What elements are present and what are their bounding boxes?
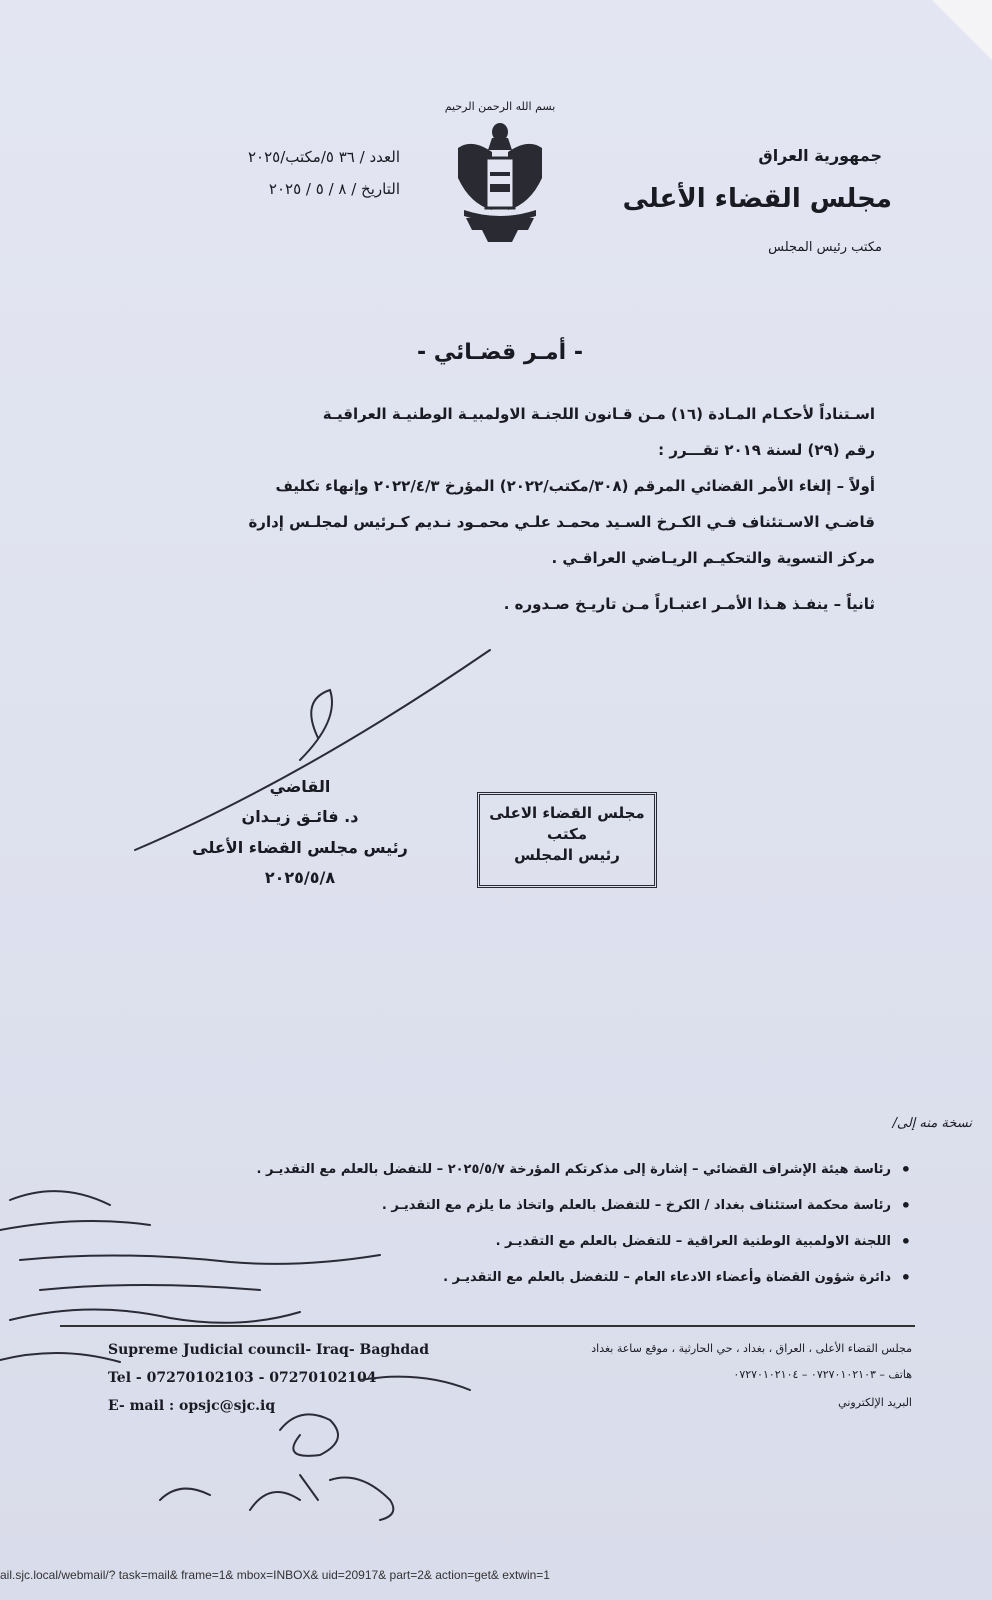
cc-item: • اللجنة الاولمبية الوطنية العراقية – للتفضل بالعلم مع التقديـر . (180, 1224, 915, 1260)
footer-divider (60, 1325, 915, 1327)
office-name: مكتب رئيس المجلس (768, 240, 882, 255)
footer-email-label: البريد الإلكتروني (838, 1396, 912, 1409)
cc-item: • رئاسة محكمة استئناف بغداد / الكرخ – للتفضل بالعلم واتخاذ ما يلزم مع التقديـر . (180, 1188, 915, 1224)
stamp-line-2: مكتب (546, 825, 587, 843)
footer-email-en: E- mail : opsjc@sjc.iq (108, 1398, 276, 1414)
page-fold-corner (932, 0, 992, 60)
body-paragraph-2-end: مركز التسوية والتحكيـم الريـاضي العراقـي . (551, 549, 875, 567)
republic-name: جمهورية العراق (758, 146, 882, 165)
body-paragraph-3: ثانياً – ينفـذ هـذا الأمـر اعتبـاراً مـن تاريـخ صـدوره . (503, 595, 875, 613)
reference-date: التاريخ / ٨ / ٥ / ٢٠٢٥ (268, 180, 400, 198)
body-paragraph-1-cont: رقم (٢٩) لسنة ٢٠١٩ تقـــرر : (658, 441, 875, 459)
reference-number: العدد / ٣٦ ٥/مكتب/٢٠٢٥ (247, 148, 400, 166)
cc-heading: نسخة منه إلى/ (892, 1116, 972, 1131)
footer-tel-en: Tel - 07270102103 - 07270102104 (108, 1370, 377, 1386)
office-stamp (477, 792, 657, 888)
signatory-title: رئيس مجلس القضاء الأعلى (192, 837, 408, 857)
signatory-name: د. فائـق زيـدان (241, 807, 359, 827)
cc-item: • دائرة شؤون القضاة وأعضاء الادعاء العام – للتفضل بالعلم مع التقديـر . (180, 1260, 915, 1296)
body-paragraph-2-cont: قاضـي الاسـتئناف فـي الكـرخ السـيد محمـد علـي محمـود نـديم كـرئيس لمجلـس إدارة (248, 513, 875, 531)
stamp-line-3: رئيس المجلس (514, 846, 620, 864)
webmail-url-bar: ail.sjc.local/webmail/? task=mail& frame=1& mbox=INBOX& uid=20917& part=2& action=get& extwin=1 (0, 1568, 550, 1582)
footer-council-en: Supreme Judicial council- Iraq- Baghdad (108, 1342, 430, 1358)
footer-address: مجلس القضاء الأعلى ، العراق ، بغداد ، حي الحارثية ، موقع ساعة بغداد (591, 1342, 912, 1355)
body-paragraph-1: اسـتناداً لأحكـام المـادة (١٦) مـن قـانون اللجنـة الاولمبيـة الوطنيـة العراقيـة (322, 405, 875, 423)
cc-list (180, 1152, 915, 1296)
cc-item: • رئاسة هيئة الإشراف القضائي – إشارة إلى مذكرتكم المؤرخة ٢٠٢٥/٥/٧ – للتفضل بالعلم مع التقديـر . (180, 1152, 915, 1188)
body-paragraph-2: أولاً – إلغاء الأمر القضائي المرقم (٣٠٨/مكتب/٢٠٢٢) المؤرخ ٢٠٢٢/٤/٣ وإنهاء تكليف (275, 477, 875, 495)
signatory-role: القاضي (269, 777, 331, 796)
iraq-eagle-emblem-icon (452, 118, 548, 248)
council-name: مجلس القضاء الأعلى (622, 184, 892, 214)
basmala: بسم الله الرحمن الرحيم (444, 100, 556, 113)
stamp-line-1: مجلس القضاء الاعلى (489, 804, 645, 822)
document-title: - أمـر قضـائي - (417, 340, 583, 365)
footer-phone: هاتف – ٠٧٢٧٠١٠٢١٠٣ – ٠٧٢٧٠١٠٢١٠٤ (733, 1368, 912, 1381)
signature-block (150, 772, 450, 894)
signature-date: ٢٠٢٥/٥/٨ (264, 868, 336, 888)
